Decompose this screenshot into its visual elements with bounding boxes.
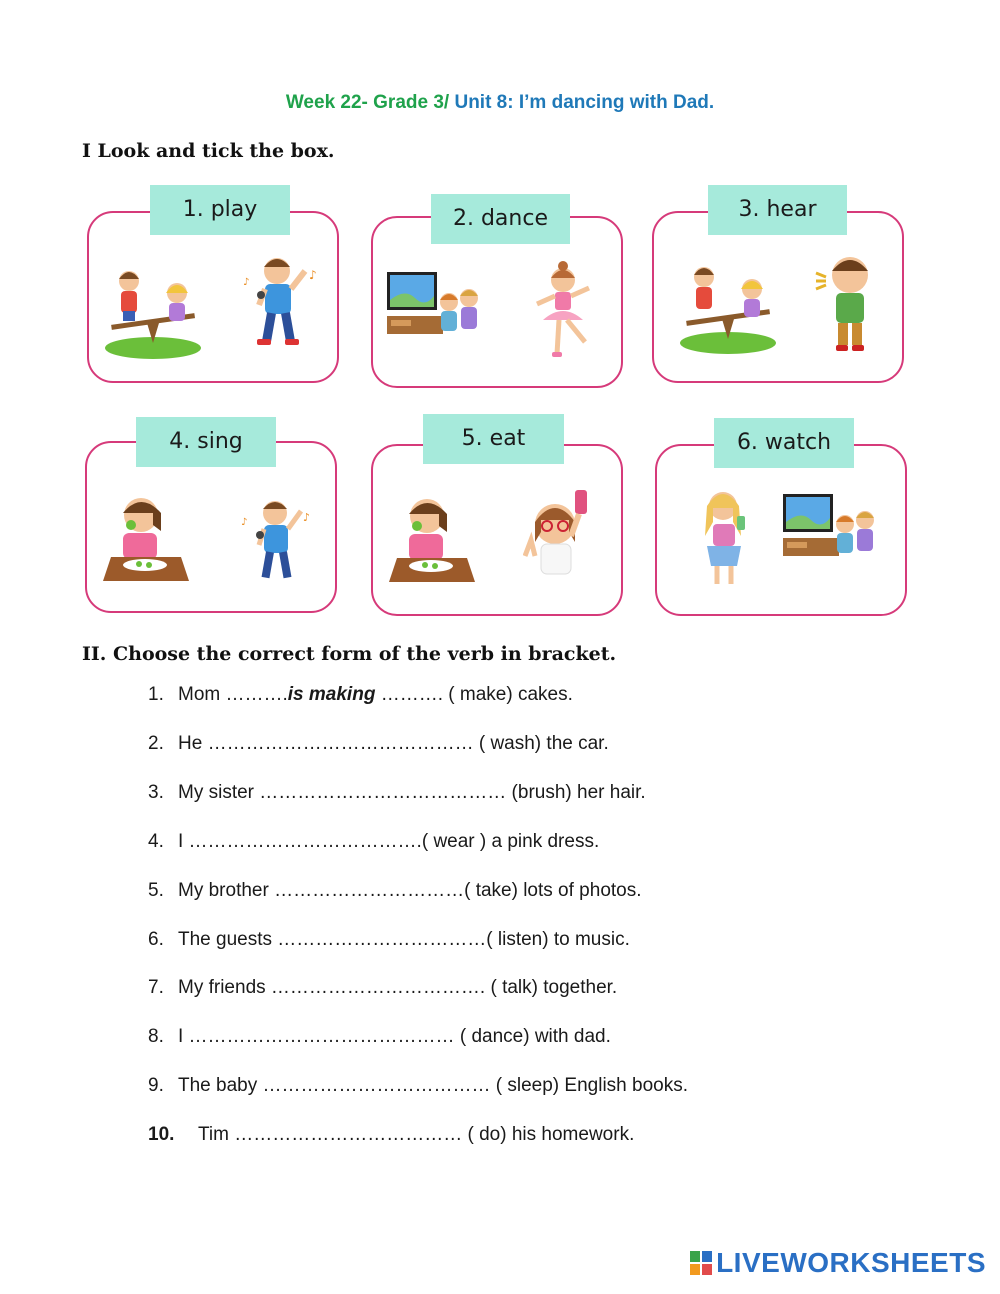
svg-text:♪: ♪ bbox=[309, 268, 317, 282]
card-hear-label: 3. hear bbox=[708, 185, 847, 235]
eating-girl-image-2 bbox=[387, 492, 477, 588]
kids-watching-tv-image-2 bbox=[781, 492, 891, 572]
item-number: 2. bbox=[148, 733, 164, 754]
exercise-item-4[interactable] bbox=[148, 831, 599, 853]
item-text: I …………………………………… ( dance) with dad. bbox=[178, 1026, 611, 1047]
item-number: 6. bbox=[148, 929, 164, 950]
item-text: My brother …………………………( take) lots of photos. bbox=[178, 880, 642, 901]
title-week-grade: Week 22- Grade 3/ bbox=[285, 92, 455, 113]
singing-boy-image bbox=[239, 249, 329, 359]
item-number: 10. bbox=[148, 1124, 175, 1145]
singing-boy-image-2 bbox=[239, 495, 319, 591]
card-watch bbox=[655, 444, 907, 616]
item-text: I ……………………………….( wear ) a pink dress. bbox=[178, 831, 600, 852]
liveworksheets-icon bbox=[690, 1251, 712, 1275]
seesaw-kids-image bbox=[103, 253, 203, 363]
eating-girl-image bbox=[101, 491, 191, 587]
card-play bbox=[87, 211, 339, 383]
card-hear bbox=[652, 211, 904, 383]
exercise-item-8[interactable] bbox=[148, 1026, 611, 1048]
card-eat bbox=[371, 444, 623, 616]
svg-text:♪: ♪ bbox=[243, 277, 250, 288]
item-number: 8. bbox=[148, 1026, 164, 1047]
item-number: 9. bbox=[148, 1075, 164, 1096]
card-eat-label: 5. eat bbox=[423, 414, 564, 464]
selfie-girl-image bbox=[523, 486, 603, 586]
item-number: 7. bbox=[148, 977, 164, 998]
item-text: The baby ……………………………… ( sleep) English books. bbox=[178, 1075, 688, 1096]
listening-boy-image bbox=[812, 251, 882, 355]
item-text-before: Mom ………. bbox=[178, 684, 288, 705]
exercise-item-9[interactable] bbox=[148, 1075, 688, 1097]
exercise-item-7[interactable] bbox=[148, 977, 617, 999]
page-title bbox=[0, 92, 1000, 114]
card-play-label: 1. play bbox=[150, 185, 290, 235]
item-text-after: ………. ( make) cakes. bbox=[375, 684, 573, 705]
item-text: Tim ……………………………… ( do) his homework. bbox=[198, 1124, 635, 1145]
card-sing-label: 4. sing bbox=[136, 417, 276, 467]
card-watch-label: 6. watch bbox=[714, 418, 854, 468]
svg-text:♪: ♪ bbox=[303, 511, 311, 524]
item-text: My sister ………………………………… (brush) her hair. bbox=[178, 782, 646, 803]
ballerina-girl-image bbox=[523, 258, 603, 368]
section2-heading: II. Choose the correct form of the verb in bracket. bbox=[82, 643, 617, 665]
item-number: 1. bbox=[148, 684, 164, 705]
exercise-item-10[interactable] bbox=[148, 1124, 634, 1146]
exercise-item-2[interactable] bbox=[148, 733, 609, 755]
seesaw-kids-image-2 bbox=[678, 259, 778, 359]
logo-text: LIVEWORKSHEETS bbox=[716, 1247, 986, 1278]
item-number: 3. bbox=[148, 782, 164, 803]
item-text: My friends ……………………………. ( talk) together. bbox=[178, 977, 618, 998]
item-number: 5. bbox=[148, 880, 164, 901]
kids-watching-tv-image bbox=[385, 270, 495, 350]
item-number: 4. bbox=[148, 831, 164, 852]
item-text: The guests ……………………………( listen) to music. bbox=[178, 929, 630, 950]
section1-heading: I Look and tick the box. bbox=[82, 140, 335, 162]
title-unit: Unit 8: I’m dancing with Dad. bbox=[454, 92, 715, 113]
exercise-item-6[interactable] bbox=[148, 929, 630, 951]
exercise-item-3[interactable] bbox=[148, 782, 646, 804]
card-dance-label: 2. dance bbox=[431, 194, 570, 244]
exercise-item-5[interactable] bbox=[148, 880, 642, 902]
exercise-item-1[interactable] bbox=[148, 684, 573, 706]
item-text: He …………………………………… ( wash) the car. bbox=[178, 733, 609, 754]
liveworksheets-logo[interactable] bbox=[690, 1248, 986, 1278]
girl-with-phone-image bbox=[693, 486, 757, 590]
item-answer: is making bbox=[287, 684, 376, 705]
svg-text:♪: ♪ bbox=[241, 517, 248, 528]
